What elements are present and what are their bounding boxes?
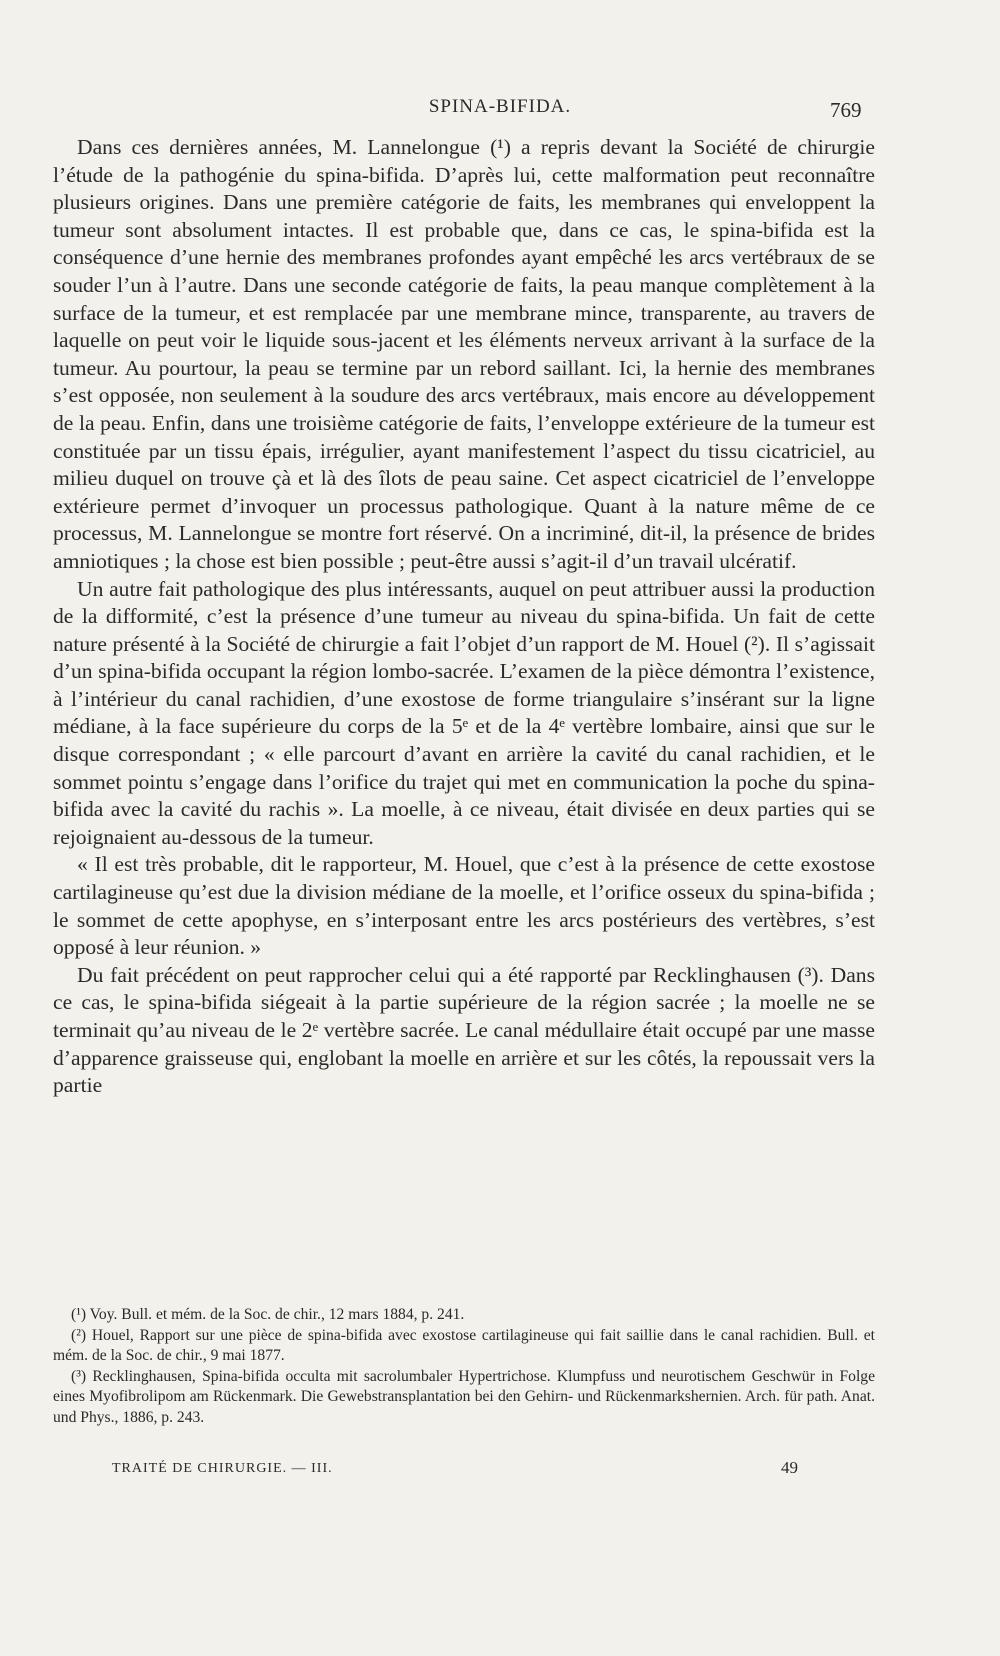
paragraph-4: Du fait précédent on peut rapprocher celui qui a été rapporté par Recklinghausen (³). Dans ce cas, le spina-bifida siégeait à la partie supérieure de la région sacrée ; la moelle ne se terminait qu’au niveau de le 2ᵉ vertèbre sacrée. Le canal médullaire était occupé par une masse d’apparence graisseuse qui, englobant la moelle en arrière et sur les côtés, la repoussait vers la partie — [53, 962, 875, 1098]
footnote-3: (³) Recklinghausen, Spina-bifida occulta mit sacrolumbaler Hypertrichose. Klumpfuss und neurotischem Geschwür in Folge eines Myofibrolipom am Rückenmark. Die Gewebstransplantation bei den Gehirn- und Rückenmarkshernien. Arch. für path. Anat. und Phys., 1886, p. 243. — [53, 1367, 875, 1426]
footnotes — [53, 1305, 875, 1429]
footnote-2: (²) Houel, Rapport sur une pièce de spina-bifida avec exostose cartilagineuse qui fait saillie dans le canal rachidien. Bull. et mém. de la Soc. de chir., 9 mai 1877. — [53, 1326, 875, 1365]
footnote-1: (¹) Voy. Bull. et mém. de la Soc. de chir., 12 mars 1884, p. 241. — [71, 1306, 465, 1323]
footer-sheet-number: 49 — [781, 1458, 798, 1477]
page-number: 769 — [830, 98, 862, 122]
paragraph-2: Un autre fait pathologique des plus intéressants, auquel on peut attribuer aussi la production de la difformité, c’est la présence d’une tumeur au niveau du spina-bifida. Un fait de cette nature présenté à la Société de chirurgie a fait l’objet d’un rapport de M. Houel (²). Il s’agissait d’un spina-bifida occupant la région lombo-sacrée. L’examen de la pièce démontra l’existence, à l’intérieur du canal rachidien, d’une exostose de forme triangulaire s’insérant sur la ligne médiane, à la face supérieure du corps de la 5ᵉ et de la 4ᵉ vertèbre lombaire, ainsi que sur le disque correspondant ; « elle parcourt d’avant en arrière la cavité du canal rachidien, et le sommet pointu s’engage dans l’orifice du trajet qui met en communication la poche du spina-bifida avec la cavité du rachis ». La moelle, à ce niveau, était divisée en deux parties qui se rejoignaient au-dessous de la tumeur. — [53, 576, 875, 849]
body-text — [53, 134, 875, 1100]
running-header-title: SPINA-BIFIDA. — [428, 96, 572, 117]
paragraph-1: Dans ces dernières années, M. Lannelongue (¹) a repris devant la Société de chirurgie l’étude de la pathogénie du spina-bifida. D’après lui, cette malformation peut reconnaître plusieurs origines. Dans une première catégorie de faits, les membranes qui enveloppent la tumeur sont absolument intactes. Il est probable que, dans ce cas, le spina-bifida est la conséquence d’une hernie des membranes profondes ayant empêché les arcs vertébraux de se souder l’un à l’autre. Dans une seconde catégorie de faits, la peau manque complètement à la surface de la tumeur, et est remplacée par une membrane mince, transparente, au travers de laquelle on peut voir le liquide sous-jacent et les éléments nerveux arrivant à la surface de la tumeur. Au pourtour, la peau se termine par un rebord saillant. Ici, la hernie des membranes s’est opposée, non seulement à la soudure des arcs vertébraux, mais encore au développement de la peau. Enfin, dans une troisième catégorie de faits, l’enveloppe extérieure de la tumeur est constituée par un tissu épais, irrégulier, ayant manifestement l’aspect du tissu cicatriciel, au milieu duquel on trouve çà et là des îlots de peau saine. Cet aspect cicatriciel de l’enveloppe extérieure permet d’invoquer un processus pathologique. Quant à la nature même de ce processus, M. Lannelongue se montre fort réservé. On a incriminé, dit-il, la présence de brides amniotiques ; la chose est bien possible ; peut-être aussi s’agit-il d’un travail ulcératif. — [53, 135, 875, 573]
footer-signature: TRAITÉ DE CHIRURGIE. — III. — [112, 1461, 333, 1476]
paragraph-3: « Il est très probable, dit le rapporteur, M. Houel, que c’est à la présence de cette exostose cartilagineuse qu’est due la division médiane de la moelle, et l’orifice osseux du spina-bifida ; le sommet de cette apophyse, en s’interposant entre les arcs postérieurs des vertèbres, s’est opposé à leur réunion. » — [53, 852, 875, 960]
